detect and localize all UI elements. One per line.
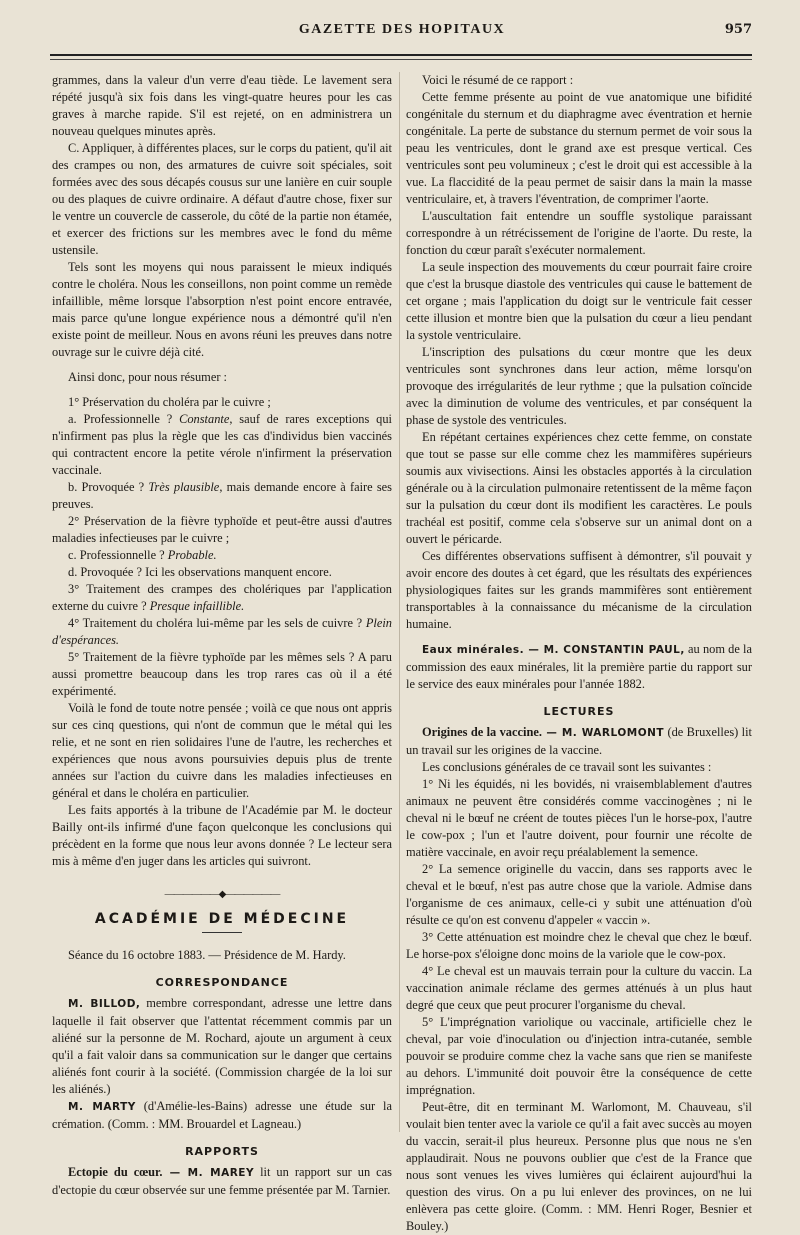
paragraph: En répétant certaines expériences chez cette femme, on constate que tout se passe sur elle comme chez les mammifères supérieurs soumis aux vivisections. Ainsi les obstacles apportés à la circulation générale ou à la circulation pulmonaire retentissent de la même façon sur la pulsation du cœur dont ils modifient les caractères. Le pouls trachéal est positif, comme cela s'observe sur un animal dont on a ouvert le péricarde. [406,430,752,546]
paragraph: Ectopie du cœur. — M. MAREY lit un rapport sur un cas d'ectopie du cœur observée sur une femme présentée par M. Tarnier. [52,1165,392,1197]
column-divider [399,72,400,1132]
list-item: 2° La semence originelle du vaccin, dans ses rapports avec le cheval et le bœuf, n'est pas autre chose que la variole. Admise dans l'organisme de ces animaux, celle-ci y subit une atténuation d'où résulte ce qu'on est convenu d'appeler « vaccin ». [406,862,752,927]
header-rule [50,54,752,56]
subheading-lectures: LECTURES [543,705,615,718]
page-number: 957 [724,22,752,37]
seance-line: Séance du 16 octobre 1883. — Présidence de M. Hardy. [68,948,346,962]
short-rule [202,932,242,933]
paragraph: Peut-être, dit en terminant M. Warlomont, M. Chauveau, s'il voulait bien tenter avec la variole ce qu'il a fait avec succès au moyen du vaccin, serait-il plus heureux. Personne plus que nous ne s'en applaudirait. Nous ne pouvons oublier que c'est de la France que nous sont venues les vives lumières qui éclairent aujourd'hui la question des virus. On a pu lui enlever des provinces, on ne lui enlèvera pas cette gloire. (Comm. : MM. Henri Roger, Besnier et Bouley.) [406,1100,752,1233]
paragraph: Les faits apportés à la tribune de l'Académie par M. le docteur Bailly ont-ils infirmé d'une façon quelconque les conclusions qui précèdent en la forme que nous leur avons donnée ? Le lecteur sera mis à même d'en juger dans les articles qui suivront. [52,803,392,868]
paragraph: Voilà le fond de toute notre pensée ; voilà ce que nous ont appris sur ces cinq questions, qui n'ont de commun que le métal qui les relie, et ne sont en rien solidaires l'une de l'autre, les recherches et expériences que nous avons poursuivies depuis plus de trente années sur l'action du cuivre dans les maladies infectieuses en général et dans le choléra en particulier. [52,701,392,800]
paragraph: Cette femme présente au point de vue anatomique une bifidité congénitale du sternum et du diaphragme avec éventration et hernie congénitale. La perte de substance du sternum permet de voir sous la peau les ventricules, dont le grand axe est presque vertical. Ces ventricules sont peu volumineux ; c'est le droit qui est accessible à la vue. La flaccidité de la peau permet de saisir dans la main la masse ventriculaire, et, à travers l'éventration, de comprimer l'aorte. [406,90,752,206]
section-title: ACADÉMIE DE MÉDECINE [94,911,350,927]
list-item: 3° Cette atténuation est moindre chez le cheval que chez le bœuf. Le horse-pox s'éloigne donc moins de la variole que le cow-pox. [406,930,752,961]
header-rule-thin [50,59,752,60]
subheading-rapports: RAPPORTS [185,1145,259,1158]
list-item: c. Professionnelle ? Probable. [68,548,217,562]
list-item: 1° Préservation du choléra par le cuivre ; [68,395,271,409]
paragraph: L'inscription des pulsations du cœur montre que les deux ventricules sont synchrones dans leur action, même lorsqu'on provoque des irrégularités de leur rythme ; que la pulsation coïncide avec la diminution de volume des ventricules, et par conséquent la phase de systole des ventricules. [406,345,752,427]
list-item: 2° Préservation de la fièvre typhoïde et peut-être aussi d'autres maladies infectieuses par le cuivre ; [52,514,392,545]
list-item: a. Professionnelle ? Constante, sauf de rares exceptions qui n'infirment pas plus la règle que les cas d'individus bien vaccinés qui contractent encore la petite vérole n'infirment la préservation vaccinale. [52,412,392,477]
subheading-correspondance: CORRESPONDANCE [155,976,289,989]
ornament-divider: ——————◆—————— [164,889,280,900]
list-item: 1° Ni les équidés, ni les bovidés, ni vraisemblablement d'autres animaux ne peuvent être considérés comme vaccinogènes ; ni le cheval ni le bœuf ne créent de toutes pièces l'un le horse-pox, l'autre le cow-pox ; l'un et l'autre doivent, pour fournir une récolte de matière vaccinale, en avoir reçu préalablement la semence. [406,777,752,859]
paragraph: L'auscultation fait entendre un souffle systolique paraissant correspondre à un rétrécissement de l'origine de l'aorte. Du reste, la fonction du cœur paraît s'exécuter normalement. [406,209,752,257]
paragraph: M. MARTY (d'Amélie-les-Bains) adresse une étude sur la crémation. (Comm. : MM. Brouardel et Lagneau.) [52,1099,392,1131]
paragraph: M. BILLOD, membre correspondant, adresse une lettre dans laquelle il fait observer que l'attentat récemment commis par un aliéné sur la personne de M. Rochard, ajoute un argument à ceux qu'il a fait valoir dans sa communication sur le danger que certains aliénés font courir à la société. (Commission chargée de la loi sur les aliénés.) [52,996,392,1096]
list-item: 3° Traitement des crampes des cholériques par l'application externe du cuivre ? Presque infaillible. [52,582,392,613]
paragraph: grammes, dans la valeur d'un verre d'eau tiède. Le lavement sera répété jusqu'à six fois dans les vingt-quatre heures pour les cas graves à marche rapide. S'il est rejeté, on en administrera un nouveau quelques minutes après. [52,73,392,138]
paragraph: Tels sont les moyens qui nous paraissent le mieux indiqués contre le choléra. Nous les conseillons, non point comme un remède infaillible, même lorsque l'absorption n'est point encore entravée, mais parce qu'une longue expérience nous a démontré qu'il n'en existe point de meilleur. Nous en avons réuni les preuves dans notre ouvrage sur le cuivre déjà cité. [52,260,392,359]
list-item: d. Provoquée ? Ici les observations manquent encore. [68,565,332,579]
list-item: 5° Traitement de la fièvre typhoïde par les mêmes sels ? A paru aussi promettre beaucoup dans les trop rares cas où il a été expérimenté. [52,650,392,698]
left-column [52,72,392,1199]
paragraph: C. Appliquer, à différentes places, sur le corps du patient, qu'il ait des crampes ou non, des armatures de cuivre soit spéciales, soit formées avec des sous décapés cousus sur une lanière en cuir souple ou des plaques de cuivre ordinaire. A défaut d'autre chose, fixer sur le ventre un couvercle de casserole, du côté de la partie non étamée, et exercer des frictions sur les membres avec le fond du même ustensile. [52,141,392,257]
list-item: 4° Traitement du choléra lui-même par les sels de cuivre ? Plein d'espérances. [52,616,392,647]
paragraph: Voici le résumé de ce rapport : [422,73,574,87]
paragraph: Eaux minérales. — M. CONSTANTIN PAUL, au nom de la commission des eaux minérales, lit la première partie du rapport sur le service des eaux minérales pour l'année 1882. [406,642,752,691]
paragraph: La seule inspection des mouvements du cœur pourrait faire croire que c'est la brusque diastole des ventricules qui cause le battement de cet organe ; mais l'application du doigt sur le ventricule fait cesser cette illusion et montre bien que la pulsation du cœur a lieu pendant la systole ventriculaire. [406,260,752,342]
page-header [52,22,752,42]
paragraph: Ainsi donc, pour nous résumer : [68,370,227,384]
list-item: b. Provoquée ? Très plausible, mais demande encore à faire ses preuves. [52,480,392,511]
paragraph: Ces différentes observations suffisent à démontrer, s'il pouvait y avoir encore des doutes à cet égard, que les résultats des expériences physiologiques faites sur les grands mammifères sont entièrement transportables à la connaissance du mécanisme de la circulation humaine. [406,549,752,631]
list-item: 4° Le cheval est un mauvais terrain pour la culture du vaccin. La vaccination animale réclame des germes atténués à un plus haut degré que ceux que peut procurer l'organisme du cheval. [406,964,752,1012]
right-column [406,72,752,1235]
paragraph: Les conclusions générales de ce travail sont les suivantes : [422,760,712,774]
list-item: 5° L'imprégnation variolique ou vaccinale, artificielle chez le cheval, par voie d'inoculation ou d'injection intra-cutanée, semble pouvoir se produire comme chez la vache sans que rien se manifeste au dehors. L'immunité doit pouvoir être la conséquence de cette imprégnation. [406,1015,752,1097]
paragraph: Origines de la vaccine. — M. WARLOMONT (de Bruxelles) lit un travail sur les origines de la vaccine. [406,725,753,757]
journal-title: GAZETTE DES HOPITAUX [298,22,506,37]
